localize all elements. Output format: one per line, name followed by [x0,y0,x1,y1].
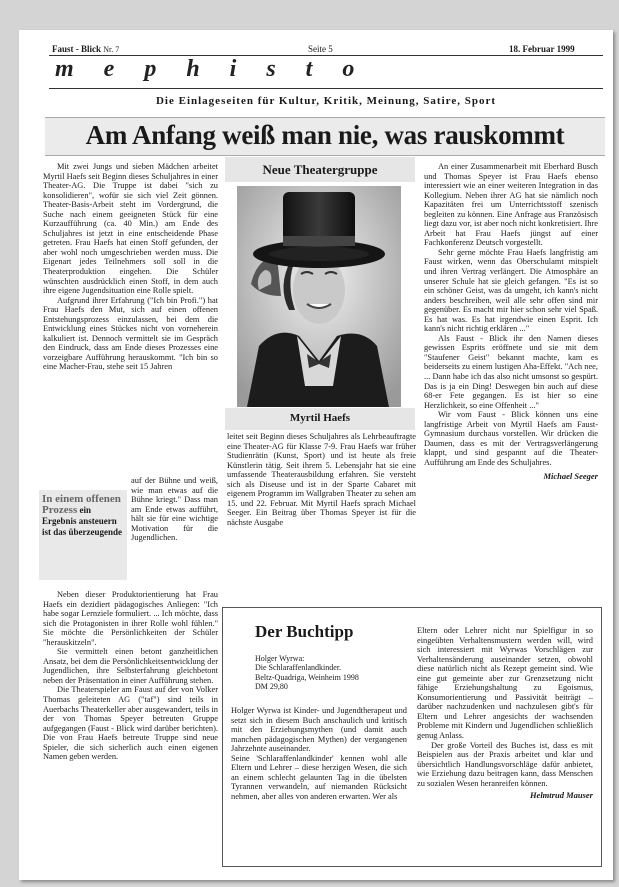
article-paragraph: Die Theaterspieler am Faust auf der von Volker Thomas geleiteten AG ("taf") sind teils in Auerbachs Theaterkeller aber ausgewandert, teils in der von Thomas Speyer betreuten Gruppe aufgegangen (Faust - Blick wird darüber berichten). Die von Frau Haefs betreute Truppe sind neue Spieler, die sich sicherlich auch einen eigenen Namen geben werden. [43,685,218,762]
article-paragraph: Wir vom Faust - Blick können uns eine langfristige Arbeit von Myrtil Haefs am Faust-Gymnasium durchaus vorstellen. Wir drücken die Daumen, dass es mit der Vertragsverlängerung klappt, und sind gespannt auf die Theater-Aufführung am Ende des Schuljahres. [424,410,598,467]
masthead-rule [49,88,603,89]
buchtipp-paragraph: Der große Vorteil des Buches ist, dass es mit Beispielen aus der Praxis arbeitet und klar und übersichtlich Handlungsvorschläge dafür anbietet, wie Erziehung dazu beitragen kann, dass Menschen zu sozialen Wesen heranreifen können. [417,740,593,788]
buchtipp-title: Der Buchtipp [255,622,354,641]
article-author: Michael Seeger [543,470,598,481]
photo-caption: Myrtil Haefs [289,412,351,424]
article-paragraph: An einer Zusammenarbeit mit Eberhard Busch und Thomas Speyer ist Frau Haefs ebenso interessiert wie an einer weiteren Integration in das Kollegium. Neben ihrer AG hat sie nämlich noch Kapazitäten frei um Unterrichtsstoff szenisch begleiten zu können. Eine Anfrage aus Französisch liegt dazu vor, ist aber noch nicht konkretisiert. Ihre Arbeit hat Frau Haefs jüngst auf einer Fachkonferenz Deutsch vorgestellt. [424,162,598,248]
newspaper-page [19,30,613,880]
article-paragraph: Sehr gerne möchte Frau Haefs langfristig am Faust wirken, wenn das Oberschulamt mitspielt und ihren Vertrag verlängert. Die Atmosphäre an unserer Schule hat sie gleich gefangen. "Es ist so ein schöner Geist, was da umgeht, ich kann's nicht anders beschreiben, weil alle sehr offen sind mir gegenüber. Es macht mir hier schon sehr viel Spaß. Es hat was. Es hat irgendwie einen Esprit. Ich kann's nicht richtig erklären ..." [424,247,598,334]
article-paragraph: Als Faust - Blick ihr den Namen dieses gewissen Esprits eröffnete und sie mit dem "Staufener Geist" bekannt machte, kam es beiderseits zu einem lustigen Aha-Effekt. "Ach nee, ... Dann habe ich das also nicht umsonst so gespürt. Das is ja ein Ding! Deswegen bin auch auf diese 68-er Fete gegangen. Es ist hier so eine Herzlichkeit, so eine Offenheit ..." [424,333,598,410]
portrait-photo [237,186,401,407]
pull-quote: In einem offenen Prozess ein Ergebnis ansteuern ist das überzeugende [42,493,123,537]
book-info: Holger Wyrwa: Die Schlaraffenlandkinder. Beltz-Quadriga, Weinheim 1998 DM 29,80 [255,654,359,692]
buchtipp-paragraph: Seine 'Schlaraffenlandkinder' kennen wohl alle Eltern und Lehrer – diese herzigen Wesen, die sich an einem schlecht gelaunten Tag in die übelsten Tyrannen verwandeln, auf niemanden Rücksicht nehmen, aber alles von anderen erwarten. Wer als [231,753,407,801]
article-left-lower [43,590,218,762]
article-headline: Am Anfang weiß man nie, was rauskommt [85,120,565,150]
buchtipp-left-column [231,706,407,801]
photo-section-title: Neue Theatergruppe [262,162,378,177]
article-paragraph: Neben dieser Produktorientierung hat Frau Haefs ein dezidiert pädagogisches Anliegen: "Ich habe sogar Lernziele formuliert. ... Ich möchte, dass sich die Protagonisten in ihrer Rolle wohl fühlen." Sie möchte die Persönlichkeiten der Schüler "herauskitzeln". [43,590,218,647]
photo-description: leitet seit Beginn dieses Schuljahres als Lehrbeauftragte eine Theater-AG für Klasse 7-9. Frau Haefs war früher Studienrätin (Kunst, Sport) und ist heute als freie Künstlerin tätig. Seit ihrem 5. Lebensjahr hat sie eine umfassende Theaterausbildung erfahren. Sie versteht sich als Diseuse und ist in der Sparte Cabaret mit eigenem Programm im Wallgraben Theater zu sehen am 15. und 22. Februar. Mit Myrtil Haefs sprach Michael Seeger. Ein Beitrag über Thomas Speyer ist für die nächste Ausgabe [227,432,416,527]
article-left-wrap [131,476,218,543]
masthead: mephisto [55,56,385,82]
buchtipp-paragraph: Eltern oder Lehrer nicht nur Spielfigur in so eingeübten Verhaltensmustern werden will, wird sich interessiert mit Wyrwas Vorschlägen zur Verhaltensänderung auseinander setzen, obwohl diese natürlich nicht als Rezept gemeint sind. Wie eine gut gemeinte aber zur Grenzsetzung nicht fähige Erziehungshaltung zu Egoismus, Konsumorientierung und Passivität beiträgt – darüber nachzudenken und nachzulesen gibt's für Eltern und Lehrer angesichts der wachsenden Probleme mit Kindern und Jugendlichen schließlich genug Anlass. [417,626,593,741]
buchtipp-paragraph: Holger Wyrwa ist Kinder- und Jugendtherapeut und setzt sich in diesem Buch anschaulich und kritisch mit den Erziehungsmythen (und damit auch manchen pädagogischen Mythen) der vergangenen Jahrzehnte auseinander. [231,706,407,754]
article-paragraph: Mit zwei Jungs und sieben Mädchen arbeitet Myrtil Haefs seit Beginn dieses Schuljahres in einer Theater-AG. Die Truppe ist dabei "sich zu konsolidieren", wofür sie sich viel Zeit gönnen. Theater-Basis-Arbeit steht im Vordergrund, die Suche nach einem geeigneten Stück für eine Kurzaufführung (ca. 40 Min.) am Ende des Schuljahres ist jetzt in eine entscheidende Phase getreten. Frau Haefs hat einen Stoff gefunden, der aber wohl noch umgeschrieben werden muss. Die Eigenart jedes Teilnehmers soll soll in die Theaterproduktion eingehen. Die Schüler wünschten ausdrücklich einen Stoff, in dem auch ihre eigene Jugendsituation eine Rolle spielt. [43,162,218,296]
buchtipp-author: Helmtrud Mauser [529,790,593,801]
article-paragraph: Aufgrund ihrer Erfahrung ("Ich bin Profi.") hat Frau Haefs den Mut, sich auf einen offenen Entstehungsprozess einzulassen, bei dem die Entwicklung eines Stückes nicht von vorneherein kalkuliert ist. Dennoch vermittelt sie im Gespräch den Eindruck, dass am Ende dieses Prozesses eine vorzeigbare Aufführung herauskommt. "Ich bin so eine Macher-Frau, stehe seit 15 Jahren [43,295,218,372]
article-paragraph: auf der Bühne und weiß, wie man etwas auf die Bühne kriegt." Dass man am Ende etwas aufführt, hält sie für eine wichtige Motivation für die Jugendlichen. [131,476,218,543]
article-right-column [424,162,598,481]
buchtipp-right-column [417,626,593,801]
issue-date: 18. Februar 1999 [509,44,575,54]
article-left-column [43,162,218,372]
article-paragraph: Sie vermittelt einen betont ganzheitlichen Ansatz, bei dem die Persönlichkeitsentwicklung der Jugendlichen, ihre Selbsterfahrung gleichbetont neben der Präsentation in einer Aufführung stehen. [43,647,218,685]
page-number: Seite 5 [308,44,333,54]
page-subtitle: Die Einlageseiten für Kultur, Kritik, Meinung, Satire, Sport [155,95,496,107]
publication-name: Faust - Blick Nr. 7 [52,44,120,54]
